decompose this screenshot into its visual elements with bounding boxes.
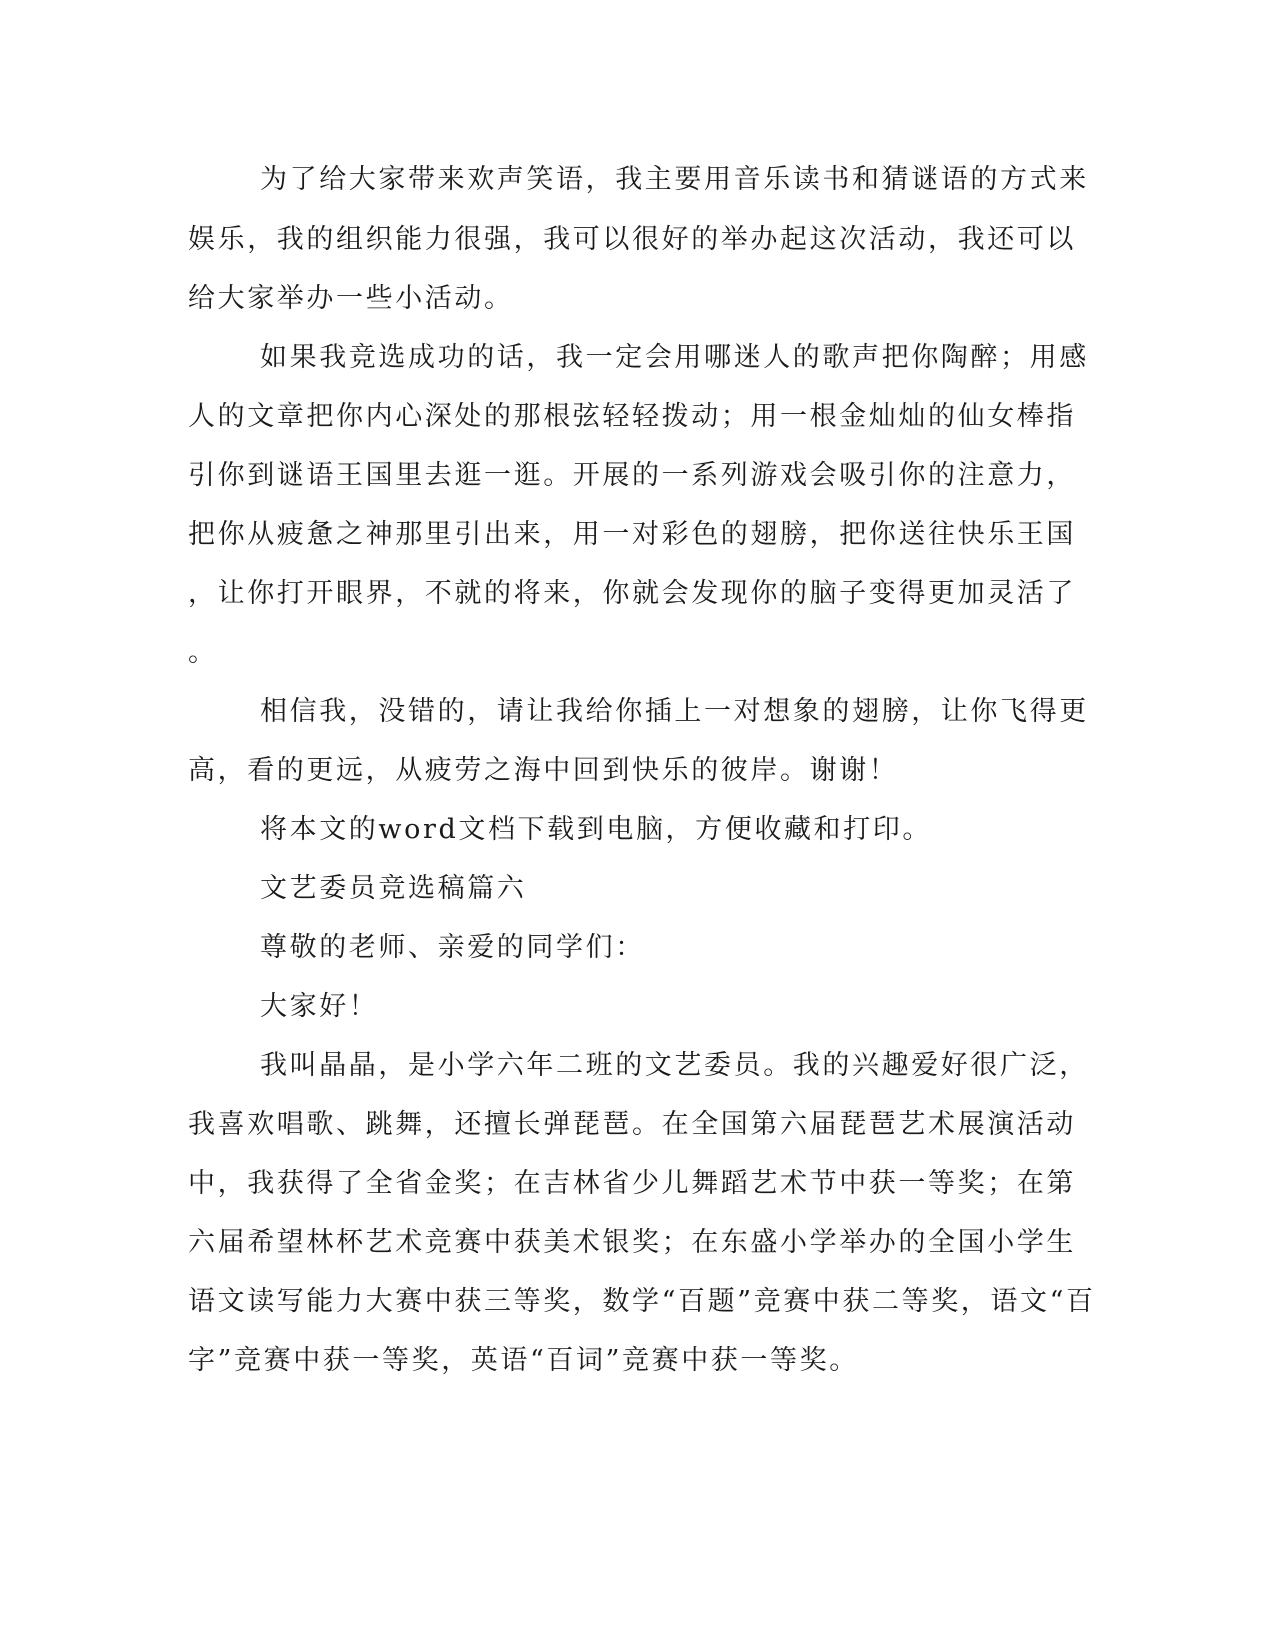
text-line: 如果我竞选成功的话，我一定会用哪迷人的歌声把你陶醉；用感 xyxy=(260,342,1089,373)
text-line: 给大家举办一些小活动。 xyxy=(188,283,514,314)
text-line: 我喜欢唱歌、跳舞，还擅长弹琵琶。在全国第六届琵琶艺术展演活动 xyxy=(188,1109,1076,1140)
text-line: 为了给大家带来欢声笑语，我主要用音乐读书和猜谜语的方式来 xyxy=(260,164,1089,195)
text-line: 人的文章把你内心深处的那根弦轻轻拨动；用一根金灿灿的仙女棒指 xyxy=(188,401,1076,432)
text-line: 把你从疲惫之神那里引出来，用一对彩色的翅膀，把你送往快乐王国 xyxy=(188,519,1076,550)
text-line: 相信我，没错的，请让我给你插上一对想象的翅膀，让你飞得更 xyxy=(260,696,1089,727)
text-line: 我叫晶晶，是小学六年二班的文艺委员。我的兴趣爱好很广泛， xyxy=(260,1050,1089,1081)
text-line: 高，看的更远，从疲劳之海中回到快乐的彼岸。谢谢！ xyxy=(188,755,899,786)
section-heading: 文艺委员竞选稿篇六 xyxy=(260,873,527,904)
text-line: 字”竞赛中获一等奖，英语“百词”竞赛中获一等奖。 xyxy=(188,1345,859,1376)
text-line: ，让你打开眼界，不就的将来，你就会发现你的脑子变得更加灵活了 xyxy=(188,578,1076,609)
salutation: 尊敬的老师、亲爱的同学们： xyxy=(260,932,645,963)
text-line: 中，我获得了全省金奖；在吉林省少儿舞蹈艺术节中获一等奖；在第 xyxy=(188,1168,1076,1199)
text-line: 六届希望林杯艺术竞赛中获美术银奖；在东盛小学举办的全国小学生 xyxy=(188,1227,1076,1258)
text-line: 。 xyxy=(188,637,218,668)
text-line: 将本文的word文档下载到电脑，方便收藏和打印。 xyxy=(260,814,932,845)
text-line: 娱乐，我的组织能力很强，我可以很好的举办起这次活动，我还可以 xyxy=(188,224,1076,255)
greeting: 大家好！ xyxy=(260,991,379,1022)
text-line: 引你到谜语王国里去逛一逛。开展的一系列游戏会吸引你的注意力， xyxy=(188,460,1076,491)
text-line: 语文读写能力大赛中获三等奖，数学“百题”竞赛中获二等奖，语文“百 xyxy=(188,1286,1096,1317)
